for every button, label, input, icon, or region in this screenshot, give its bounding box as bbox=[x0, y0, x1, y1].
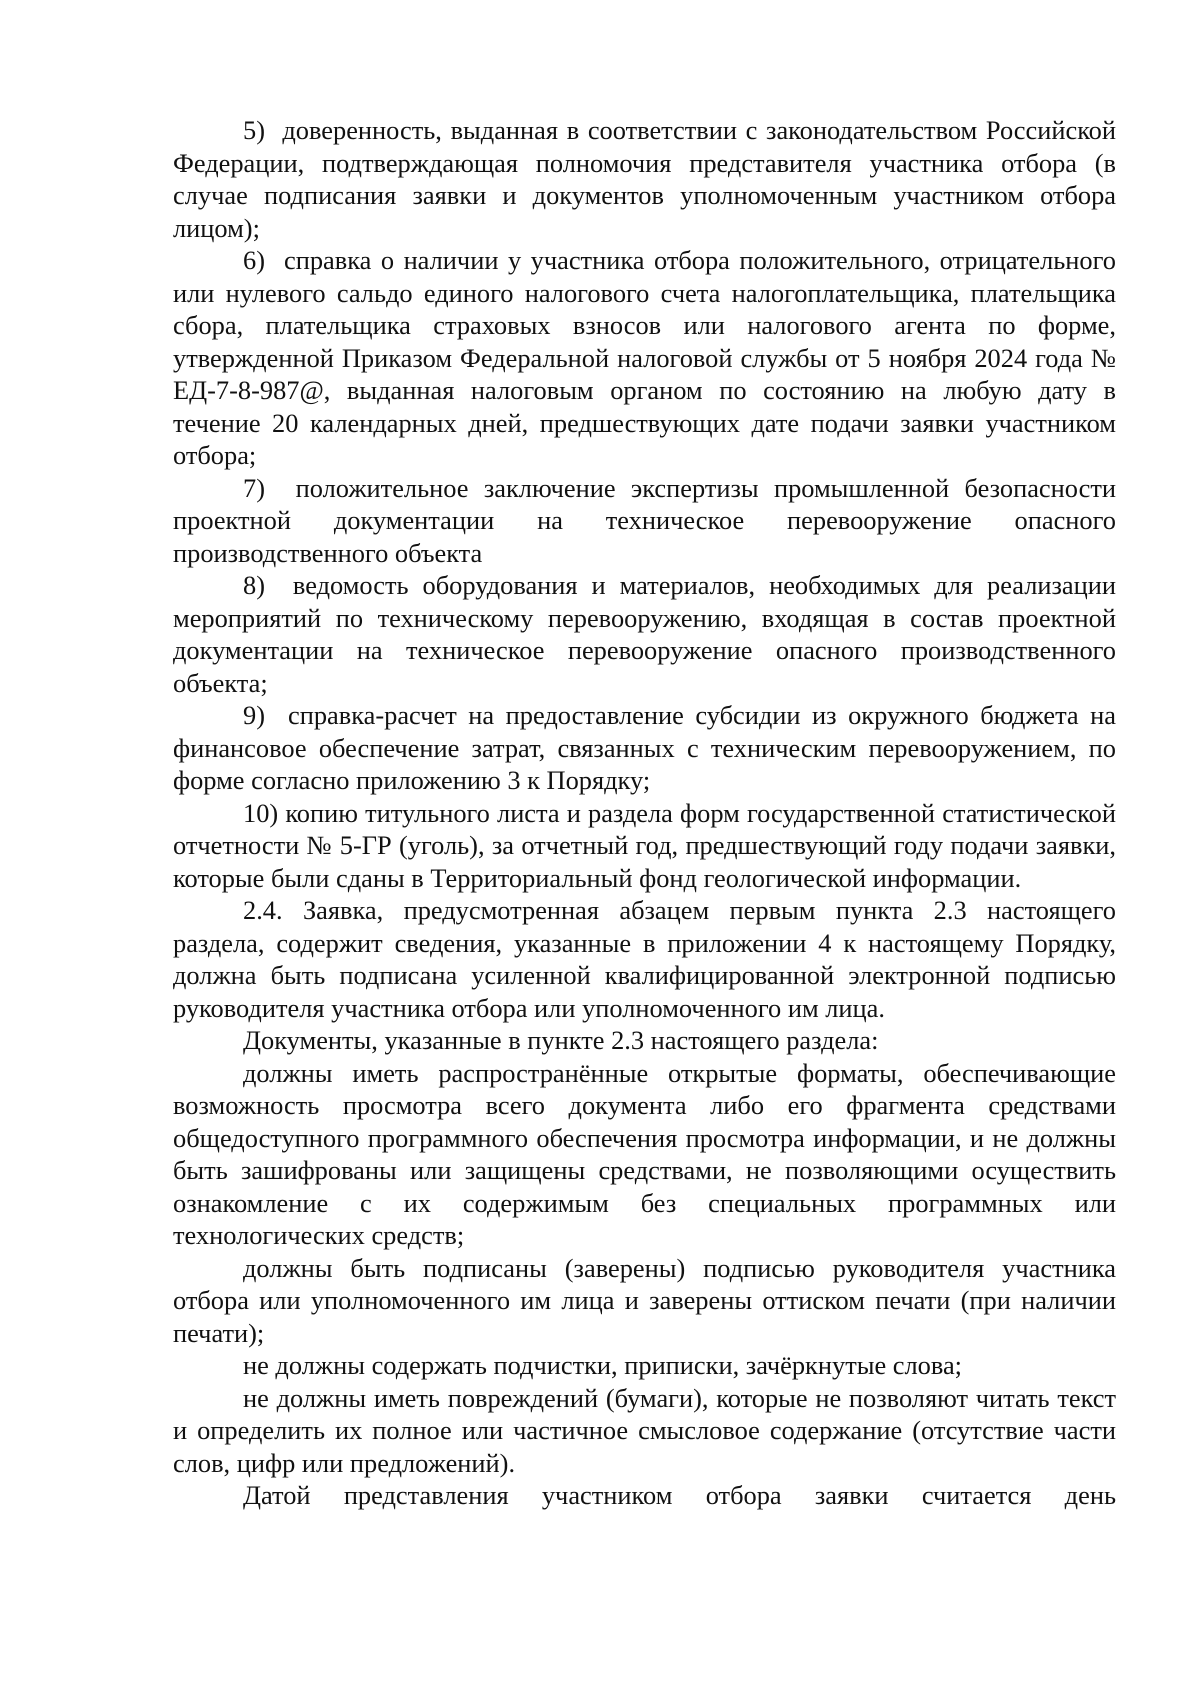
paragraph-submission-date: Датой представления участником отбора заявки считается день bbox=[243, 1480, 1116, 1510]
paragraph-item-10: 10) копию титульного листа и раздела форм государственной статистической отчетности № 5-ГР (уголь), за отчетный год, предшествующий году подачи заявки, которые были сданы в Территориальный фонд геологической информации. bbox=[173, 797, 1116, 893]
paragraph-item-9: 9) справка-расчет на предоставление субсидии из окружного бюджета на финансовое обеспечение затрат, связанных с техническим перевооружением, по форме согласно приложению 3 к Порядку; bbox=[173, 700, 1116, 795]
paragraph-item-5: 5) доверенность, выданная в соответствии с законодательством Российской Федерации, подтверждающая полномочия представителя участника отбора (в случае подписания заявки и документов уполномоченным участником отбора лицом); bbox=[173, 115, 1116, 243]
document-body bbox=[173, 114, 1116, 1512]
paragraph-requirement-signed: должны быть подписаны (заверены) подписью руководителя участника отбора или уполномоченного им лица и заверены оттиском печати (при наличии печати); bbox=[173, 1252, 1116, 1348]
paragraph-section-2-4: 2.4. Заявка, предусмотренная абзацем первым пункта 2.3 настоящего раздела, содержит сведения, указанные в приложении 4 к настоящему Порядку, должна быть подписана усиленной квалифицированной электронной подписью руководителя участника отбора или уполномоченного им лица. bbox=[173, 895, 1116, 1023]
paragraph-requirement-no-damage: не должны иметь повреждений (бумаги), которые не позволяют читать текст и определить их полное или частичное смысловое содержание (отсутствие части слов, цифр или предложений). bbox=[173, 1382, 1116, 1478]
paragraph-requirement-formats: должны иметь распространённые открытые форматы, обеспечивающие возможность просмотра всего документа либо его фрагмента средствами общедоступного программного обеспечения просмотра информации, и не должны быть зашифрованы или защищены средствами, не позволяющими осуществить ознакомление с их содержимым без специальных программных или технологических средств; bbox=[173, 1057, 1116, 1250]
paragraph-item-6: 6) справка о наличии у участника отбора положительного, отрицательного или нулевого сальдо единого налогового счета налогоплательщика, плательщика сбора, плательщика страховых взносов или налогового агента по форме, утвержденной Приказом Федеральной налоговой службы от 5 ноября 2024 года № ЕД-7-8-987@, выданная налоговым органом по состоянию на любую дату в течение 20 календарных дней, предшествующих дате подачи заявки участником отбора; bbox=[173, 245, 1116, 470]
paragraph-documents-intro: Документы, указанные в пункте 2.3 настоящего раздела: bbox=[243, 1025, 879, 1055]
paragraph-item-8: 8) ведомость оборудования и материалов, необходимых для реализации мероприятий по техническому перевооружению, входящая в состав проектной документации на техническое перевооружение опасного производственного объекта; bbox=[173, 570, 1116, 698]
paragraph-item-7: 7) положительное заключение экспертизы промышленной безопасности проектной документации на техническое перевооружение опасного производственного объекта bbox=[173, 472, 1116, 568]
paragraph-requirement-no-erasures: не должны содержать подчистки, приписки, зачёркнутые слова; bbox=[243, 1350, 963, 1380]
